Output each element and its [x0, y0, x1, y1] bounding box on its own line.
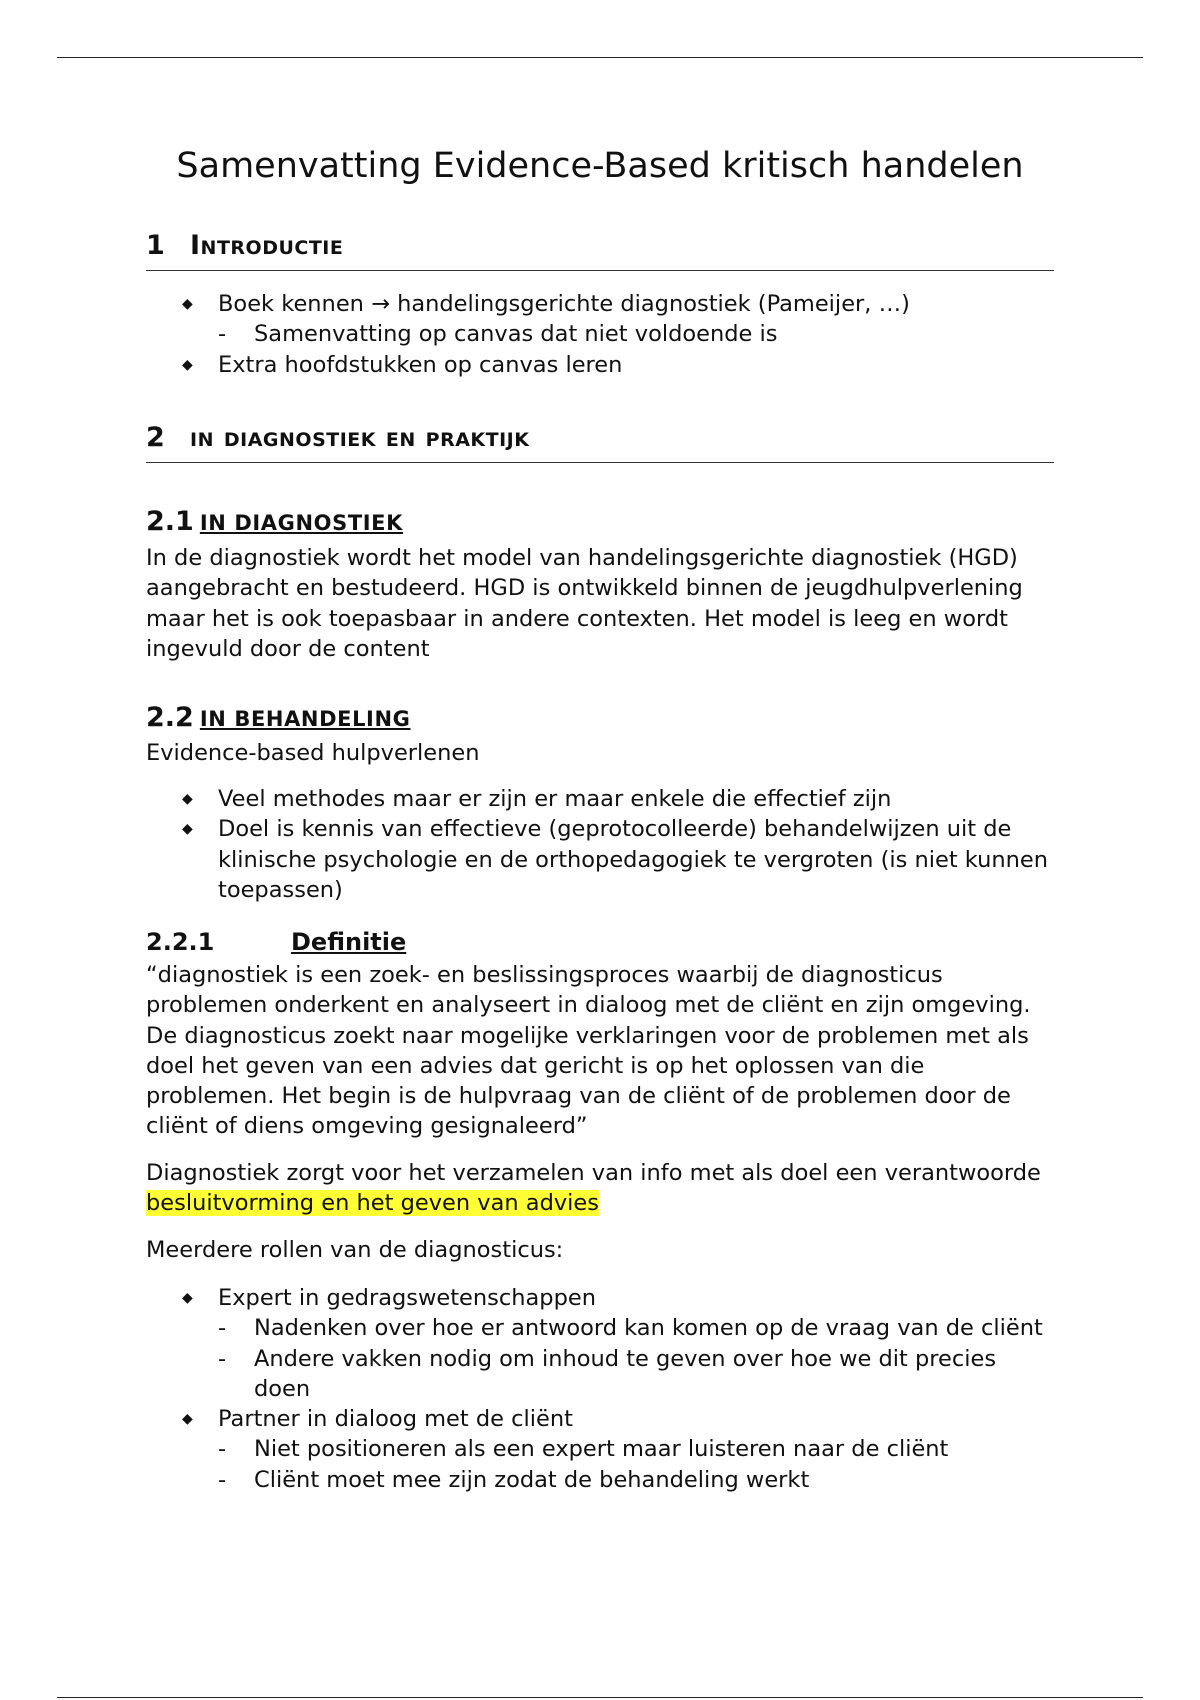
section-2-2-1-number: 2.2.1 — [146, 928, 215, 956]
sub-list-item-text: Andere vakken nodig om inhoud te geven over hoe we dit precies doen — [254, 1345, 997, 1402]
sub-list-item — [218, 1434, 1054, 1464]
section-2-2-1-heading — [146, 927, 406, 957]
list-item — [146, 289, 1054, 350]
list-item — [146, 784, 1054, 814]
dash-bullet-icon: - — [218, 1345, 227, 1372]
list-item-text: Veel methodes maar er zijn er maar enkele die effectief zijn — [218, 786, 892, 812]
dash-bullet-icon: - — [218, 1315, 227, 1342]
section-2-1-number: 2.1 — [146, 506, 194, 537]
section-2-title: in diagnostiek en praktijk — [190, 422, 530, 453]
diamond-bullet-icon: ◆ — [182, 1290, 193, 1306]
highlighted-text: besluitvorming en het geven van advies — [146, 1190, 599, 1217]
page-bottom-rule — [57, 1697, 1143, 1698]
diamond-bullet-icon: ◆ — [182, 296, 193, 312]
list-item-text: Boek kennen → handelingsgerichte diagnostiek (Pameijer, …) — [218, 291, 910, 317]
section-2-1-heading — [146, 505, 403, 542]
diamond-bullet-icon: ◆ — [182, 791, 193, 807]
sub-list-item — [218, 1313, 1054, 1343]
section-2-number: 2 — [146, 422, 165, 453]
sub-list-item — [218, 319, 1054, 349]
list-item-text: Doel is kennis van effectieve (geprotocolleerde) behandelwijzen uit de klinische psychologie en de orthopedagogiek te vergroten (is niet kunnen toepassen) — [218, 816, 1049, 903]
sub-list-item-text: Niet positioneren als een expert maar luisteren naar de cliënt — [254, 1436, 949, 1463]
page-top-rule — [57, 57, 1143, 58]
diagnostics-paragraph-text: Diagnostiek zorgt voor het verzamelen van info met als doel een verantwoorde — [146, 1160, 1041, 1186]
roles-list — [146, 1283, 1054, 1495]
section-2-2-1-title: Definitie — [291, 928, 407, 956]
list-item-text: Partner in dialoog met de cliënt — [218, 1406, 573, 1433]
section-1-number: 1 — [146, 230, 165, 261]
section-2-2-heading — [146, 701, 410, 738]
diamond-bullet-icon: ◆ — [182, 1411, 193, 1428]
section-1-title: Introductie — [190, 230, 344, 261]
section-2-heading — [146, 420, 1054, 463]
sub-list-item-text: Cliënt moet mee zijn zodat de behandeling werkt — [254, 1466, 810, 1493]
list-item — [146, 1404, 1054, 1495]
section-2-1-title: IN DIAGNOSTIEK — [199, 511, 403, 535]
dash-bullet-icon: - — [218, 1466, 227, 1493]
sub-list-item — [218, 1465, 1054, 1495]
sub-list — [218, 1313, 1054, 1404]
section-2-2-intro: Evidence-based hulpverlenen — [146, 740, 480, 766]
diamond-bullet-icon: ◆ — [182, 821, 193, 838]
definition-quote: “diagnostiek is een zoek- en beslissingsproces waarbij de diagnosticus problemen onderkent en analyseert in dialoog met de cliënt en zijn omgeving. De diagnosticus zoekt naar mogelijke verklaringen voor de problemen met als doel het geven van een advies dat gericht is op het oplossen van die problemen. Het begin is de hulpvraag van de cliënt of de problemen door de cliënt of diens omgeving gesignaleerd” — [146, 962, 1031, 1140]
list-item-text: Expert in gedragswetenschappen — [218, 1285, 596, 1311]
sub-list-item-text: Samenvatting op canvas dat niet voldoende is — [254, 321, 778, 348]
list-item-text: Extra hoofdstukken op canvas leren — [218, 351, 623, 378]
diagnostics-paragraph — [146, 1158, 1054, 1219]
section-2-2-list — [146, 784, 1054, 905]
roles-intro: Meerdere rollen van de diagnosticus: — [146, 1237, 564, 1263]
dash-bullet-icon: - — [218, 1436, 227, 1463]
section-2-1-paragraph: In de diagnostiek wordt het model van handelingsgerichte diagnostiek (HGD) aangebracht en bestudeerd. HGD is ontwikkeld binnen de jeugdhulpverlening maar het is ook toepasbaar in andere contexten. Het model is leeg en wordt ingevuld door de content — [146, 545, 1023, 662]
diamond-bullet-icon: ◆ — [182, 356, 193, 373]
sub-list-item-text: Nadenken over hoe er antwoord kan komen op de vraag van de cliënt — [254, 1315, 1043, 1342]
sub-list — [218, 319, 1054, 349]
list-item — [146, 814, 1054, 905]
list-item — [146, 1283, 1054, 1404]
section-2-2-title: IN BEHANDELING — [199, 707, 411, 731]
dash-bullet-icon: - — [218, 321, 227, 348]
document-title: Samenvatting Evidence-Based kritisch handelen — [176, 146, 1024, 186]
sub-list — [218, 1434, 1054, 1495]
section-1-list — [146, 289, 1054, 380]
section-1-heading — [146, 228, 1054, 271]
list-item — [146, 350, 1054, 380]
sub-list-item — [218, 1344, 1054, 1405]
section-2-2-number: 2.2 — [146, 702, 194, 733]
